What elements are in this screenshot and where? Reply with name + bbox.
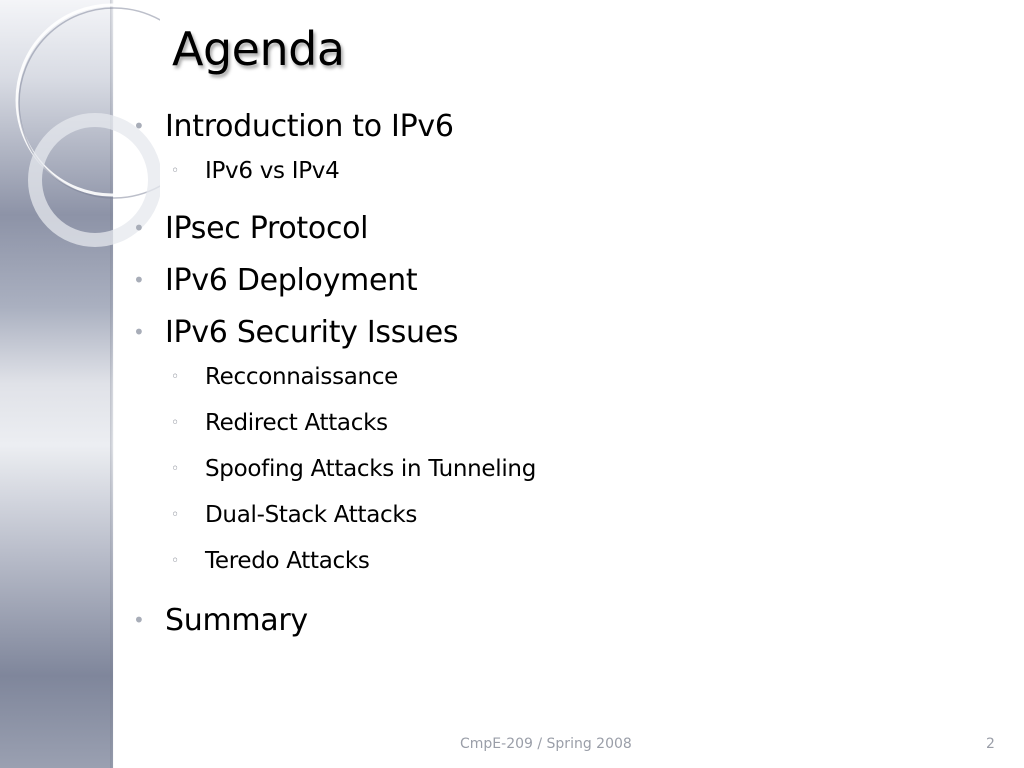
bullet-icon: • [133,320,145,344]
agenda-subitem [130,492,536,538]
bullet-icon: • [133,216,145,240]
agenda-item [130,100,536,152]
sub-bullet-icon: ◦ [171,507,180,523]
agenda-item-label: IPv6 Deployment [165,262,418,298]
agenda-subitem [130,148,536,194]
sub-bullet-icon: ◦ [171,461,180,477]
agenda-subitem-label: Dual-Stack Attacks [205,502,418,528]
bullet-icon: • [133,608,145,632]
agenda-item [130,202,536,254]
agenda-item-label: Introduction to IPv6 [165,108,454,144]
page-title: Agenda [172,22,345,76]
agenda-subitem [130,446,536,492]
page-number: 2 [986,736,995,752]
agenda-subitem-label: Redirect Attacks [205,410,388,436]
sub-bullet-icon: ◦ [171,553,180,569]
agenda-item-label: IPsec Protocol [165,210,369,246]
agenda-subitem [130,538,536,584]
agenda-item-label: IPv6 Security Issues [165,314,459,350]
agenda-item [130,254,536,306]
sub-bullet-icon: ◦ [171,415,180,431]
agenda-item [130,594,536,646]
agenda-subitem-label: IPv6 vs IPv4 [205,158,340,184]
footer-text: CmpE-209 / Spring 2008 [460,736,632,752]
bullet-icon: • [133,268,145,292]
agenda-subitem-label: Spoofing Attacks in Tunneling [205,456,537,482]
agenda-item-label: Summary [165,602,308,638]
agenda-subitem [130,400,536,446]
agenda-item [130,306,536,358]
agenda-subitem-label: Recconnaissance [205,364,399,390]
sub-bullet-icon: ◦ [171,369,180,385]
agenda-list [130,100,536,646]
agenda-subitem-label: Teredo Attacks [205,548,370,574]
agenda-subitem [130,354,536,400]
sub-bullet-icon: ◦ [171,163,180,179]
bullet-icon: • [133,114,145,138]
